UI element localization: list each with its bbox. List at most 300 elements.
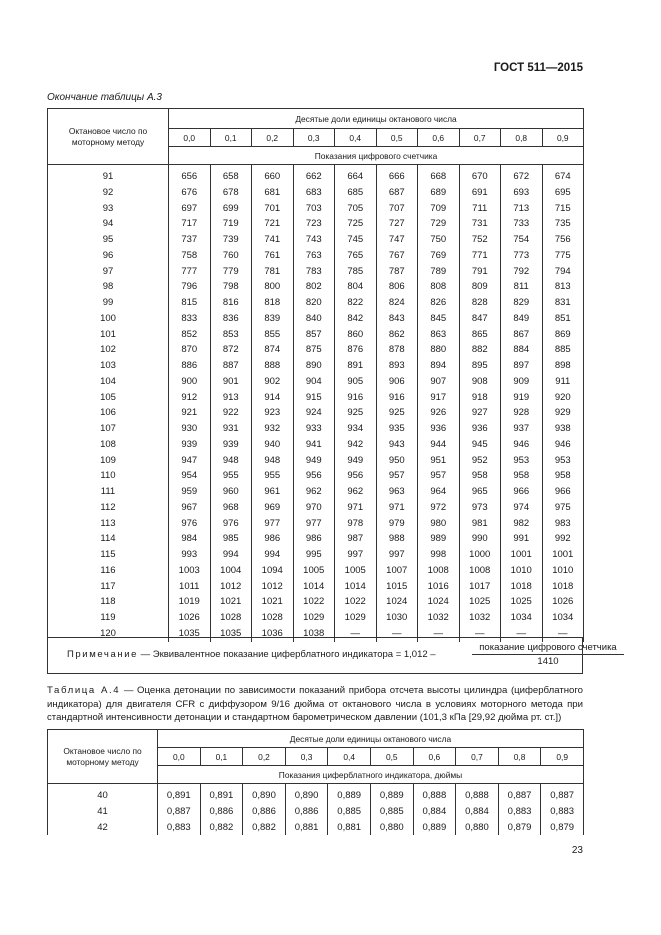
value-cell: 1017 (459, 579, 501, 595)
table-a4-caption (47, 684, 583, 725)
table-row (48, 279, 584, 295)
value-cell: 989 (418, 531, 460, 547)
value-cell: 937 (501, 421, 543, 437)
value-cell: 949 (293, 453, 335, 469)
value-cell: 0,889 (370, 784, 413, 804)
value-cell: 715 (542, 201, 584, 217)
value-cell: 961 (252, 484, 294, 500)
column-header: 0,9 (541, 748, 584, 766)
value-cell: 1028 (252, 610, 294, 626)
value-cell: 900 (169, 374, 211, 390)
value-cell: 745 (335, 232, 377, 248)
value-cell: 685 (335, 185, 377, 201)
column-header: 0,3 (285, 748, 328, 766)
value-cell: 792 (501, 264, 543, 280)
column-header: 0,2 (252, 129, 294, 147)
value-cell: 811 (501, 279, 543, 295)
value-cell: — (376, 626, 418, 642)
value-cell: 0,880 (370, 820, 413, 836)
octane-number-cell: 93 (48, 201, 169, 217)
octane-dial-table (47, 729, 584, 835)
value-cell: — (542, 626, 584, 642)
column-header: 0,1 (210, 129, 252, 147)
value-cell: 884 (501, 342, 543, 358)
value-cell: 656 (169, 165, 211, 185)
value-cell: 1005 (335, 563, 377, 579)
value-cell: 977 (252, 516, 294, 532)
value-cell: 804 (335, 279, 377, 295)
value-cell: 941 (293, 437, 335, 453)
value-cell: 0,890 (243, 784, 286, 804)
value-cell: 976 (210, 516, 252, 532)
value-cell: 963 (376, 484, 418, 500)
octane-number-cell: 112 (48, 500, 169, 516)
value-cell: 693 (501, 185, 543, 201)
value-cell: 761 (252, 248, 294, 264)
table-row (48, 547, 584, 563)
value-cell: 966 (501, 484, 543, 500)
value-cell: 0,890 (285, 784, 328, 804)
octane-number-cell: 111 (48, 484, 169, 500)
value-cell: 906 (376, 374, 418, 390)
column-header: 0,2 (243, 748, 286, 766)
value-cell: 816 (210, 295, 252, 311)
value-cell: 0,883 (498, 804, 541, 820)
value-cell: 1036 (252, 626, 294, 642)
value-cell: 905 (335, 374, 377, 390)
table-row (48, 484, 584, 500)
value-cell: 0,881 (285, 820, 328, 836)
column-header: 0,4 (335, 129, 377, 147)
value-cell: 882 (459, 342, 501, 358)
value-cell: 925 (376, 405, 418, 421)
value-cell: 833 (169, 311, 211, 327)
value-cell: 979 (376, 516, 418, 532)
value-cell: 668 (418, 165, 460, 185)
value-cell: 0,887 (498, 784, 541, 804)
value-cell: 948 (252, 453, 294, 469)
value-cell: 895 (459, 358, 501, 374)
value-cell: 779 (210, 264, 252, 280)
value-cell: 741 (252, 232, 294, 248)
value-cell: 0,887 (158, 804, 201, 820)
value-cell: 946 (501, 437, 543, 453)
table-row (48, 295, 584, 311)
octane-number-cell: 108 (48, 437, 169, 453)
octane-number-cell: 100 (48, 311, 169, 327)
value-cell: 962 (335, 484, 377, 500)
value-cell: 0,881 (328, 820, 371, 836)
value-cell: 920 (542, 390, 584, 406)
value-cell: 928 (501, 405, 543, 421)
value-cell: 954 (169, 468, 211, 484)
value-cell: 813 (542, 279, 584, 295)
value-cell: 977 (293, 516, 335, 532)
value-cell: 705 (335, 201, 377, 217)
value-cell: 767 (376, 248, 418, 264)
value-cell: 991 (501, 531, 543, 547)
value-cell: 664 (335, 165, 377, 185)
fraction-denominator: 1410 (537, 656, 559, 667)
value-cell: 815 (169, 295, 211, 311)
value-cell: 857 (293, 327, 335, 343)
value-cell: 972 (418, 500, 460, 516)
value-cell: 1018 (501, 579, 543, 595)
value-cell: 876 (335, 342, 377, 358)
table-row (48, 563, 584, 579)
value-cell: 1034 (501, 610, 543, 626)
value-cell: 867 (501, 327, 543, 343)
value-cell: 994 (210, 547, 252, 563)
value-cell: 922 (210, 405, 252, 421)
column-header: 0,0 (158, 748, 201, 766)
value-cell: 887 (210, 358, 252, 374)
value-cell: 948 (210, 453, 252, 469)
value-cell: 913 (210, 390, 252, 406)
value-cell: 929 (542, 405, 584, 421)
value-cell: 794 (542, 264, 584, 280)
group-header: Десятые доли единицы октанового числа (158, 730, 584, 748)
value-cell: 1032 (459, 610, 501, 626)
table-row (48, 468, 584, 484)
value-cell: 942 (335, 437, 377, 453)
value-cell: 1029 (335, 610, 377, 626)
octane-number-cell: 118 (48, 594, 169, 610)
value-cell: 800 (252, 279, 294, 295)
value-cell: 995 (293, 547, 335, 563)
value-cell: 674 (542, 165, 584, 185)
value-cell: 902 (252, 374, 294, 390)
value-cell: 878 (376, 342, 418, 358)
octane-number-cell: 114 (48, 531, 169, 547)
value-cell: 703 (293, 201, 335, 217)
octane-number-cell: 95 (48, 232, 169, 248)
value-cell: 1024 (418, 594, 460, 610)
value-cell: 958 (542, 468, 584, 484)
value-cell: 939 (210, 437, 252, 453)
value-cell: 959 (169, 484, 211, 500)
value-cell: 0,879 (498, 820, 541, 836)
value-cell: 691 (459, 185, 501, 201)
value-cell: 769 (418, 248, 460, 264)
table-row (48, 248, 584, 264)
octane-number-cell: 115 (48, 547, 169, 563)
table-row (48, 216, 584, 232)
table-a4-label: Таблица А.4 (47, 685, 121, 696)
octane-number-cell: 96 (48, 248, 169, 264)
value-cell: 670 (459, 165, 501, 185)
table-row (48, 421, 584, 437)
octane-number-cell: 40 (48, 784, 158, 804)
value-cell: 796 (169, 279, 211, 295)
value-cell: 737 (169, 232, 211, 248)
table-row (48, 342, 584, 358)
octane-number-cell: 116 (48, 563, 169, 579)
value-cell: 781 (252, 264, 294, 280)
table-row (48, 232, 584, 248)
value-cell: 701 (252, 201, 294, 217)
column-header: 0,0 (169, 129, 211, 147)
standard-number: ГОСТ 511—2015 (493, 62, 583, 74)
value-cell: 809 (459, 279, 501, 295)
value-cell: 953 (501, 453, 543, 469)
value-cell: 1025 (501, 594, 543, 610)
table-row (48, 594, 584, 610)
value-cell: 1035 (210, 626, 252, 642)
table-row (48, 264, 584, 280)
row-label-header: Октановое число по моторному методу (48, 109, 169, 165)
value-cell: 731 (459, 216, 501, 232)
value-cell: 981 (459, 516, 501, 532)
value-cell: 982 (501, 516, 543, 532)
value-cell: 1024 (376, 594, 418, 610)
value-cell: 713 (501, 201, 543, 217)
value-cell: 874 (252, 342, 294, 358)
value-cell: 993 (169, 547, 211, 563)
value-cell: 758 (169, 248, 211, 264)
table-note (47, 637, 617, 674)
value-cell: 1019 (169, 594, 211, 610)
value-cell: 915 (293, 390, 335, 406)
value-cell: 676 (169, 185, 211, 201)
value-cell: 1016 (418, 579, 460, 595)
value-cell: 727 (376, 216, 418, 232)
value-cell: 1012 (252, 579, 294, 595)
units-subheader: Показания циферблатного индикатора, дюймы (158, 766, 584, 784)
value-cell: 1028 (210, 610, 252, 626)
value-cell: 777 (169, 264, 211, 280)
group-header: Десятые доли единицы октанового числа (169, 109, 584, 129)
octane-number-cell: 106 (48, 405, 169, 421)
value-cell: 853 (210, 327, 252, 343)
value-cell: 860 (335, 327, 377, 343)
value-cell: 994 (252, 547, 294, 563)
value-cell: 1010 (542, 563, 584, 579)
value-cell: 986 (252, 531, 294, 547)
value-cell: 697 (169, 201, 211, 217)
value-cell: 828 (459, 295, 501, 311)
value-cell: 924 (293, 405, 335, 421)
value-cell: 932 (252, 421, 294, 437)
value-cell: 918 (459, 390, 501, 406)
row-label-header: Октановое число по моторному методу (48, 730, 158, 784)
value-cell: 919 (501, 390, 543, 406)
value-cell: 912 (169, 390, 211, 406)
value-cell: 958 (459, 468, 501, 484)
value-cell: 683 (293, 185, 335, 201)
value-cell: 725 (335, 216, 377, 232)
column-header: 0,7 (456, 748, 499, 766)
value-cell: 949 (335, 453, 377, 469)
value-cell: 953 (542, 453, 584, 469)
table-row (48, 437, 584, 453)
octane-number-cell: 109 (48, 453, 169, 469)
table-row (48, 201, 584, 217)
value-cell: 917 (418, 390, 460, 406)
value-cell: 660 (252, 165, 294, 185)
table-row (48, 185, 584, 201)
value-cell: 990 (459, 531, 501, 547)
value-cell: 791 (459, 264, 501, 280)
value-cell: 0,886 (243, 804, 286, 820)
value-cell: 0,880 (456, 820, 499, 836)
value-cell: 695 (542, 185, 584, 201)
value-cell: 863 (418, 327, 460, 343)
octane-number-cell: 101 (48, 327, 169, 343)
value-cell: 1021 (210, 594, 252, 610)
value-cell: 678 (210, 185, 252, 201)
value-cell: 840 (293, 311, 335, 327)
value-cell: 687 (376, 185, 418, 201)
value-cell: 1025 (459, 594, 501, 610)
value-cell: 0,889 (328, 784, 371, 804)
column-header: 0,5 (370, 748, 413, 766)
table-row (48, 390, 584, 406)
value-cell: 969 (252, 500, 294, 516)
column-header: 0,1 (200, 748, 243, 766)
table-row (48, 453, 584, 469)
value-cell: 721 (252, 216, 294, 232)
value-cell: 939 (169, 437, 211, 453)
value-cell: 672 (501, 165, 543, 185)
value-cell: 870 (169, 342, 211, 358)
value-cell: 951 (418, 453, 460, 469)
value-cell: 0,889 (413, 820, 456, 836)
value-cell: 0,886 (200, 804, 243, 820)
octane-number-cell: 104 (48, 374, 169, 390)
value-cell: 831 (542, 295, 584, 311)
value-cell: 1000 (459, 547, 501, 563)
value-cell: 1011 (169, 579, 211, 595)
value-cell: 934 (335, 421, 377, 437)
value-cell: 901 (210, 374, 252, 390)
value-cell: 966 (542, 484, 584, 500)
value-cell: 707 (376, 201, 418, 217)
value-cell: 719 (210, 216, 252, 232)
column-header: 0,8 (501, 129, 543, 147)
value-cell: 0,884 (413, 804, 456, 820)
value-cell: 699 (210, 201, 252, 217)
value-cell: 765 (335, 248, 377, 264)
octane-number-cell: 103 (48, 358, 169, 374)
value-cell: 729 (418, 216, 460, 232)
table-row (48, 311, 584, 327)
value-cell: 955 (252, 468, 294, 484)
value-cell: 946 (542, 437, 584, 453)
value-cell: 950 (376, 453, 418, 469)
value-cell: 862 (376, 327, 418, 343)
value-cell: — (459, 626, 501, 642)
value-cell: 723 (293, 216, 335, 232)
value-cell: 1018 (542, 579, 584, 595)
value-cell: 958 (501, 468, 543, 484)
value-cell: 1001 (501, 547, 543, 563)
column-header: 0,4 (328, 748, 371, 766)
value-cell: 936 (459, 421, 501, 437)
value-cell: 875 (293, 342, 335, 358)
value-cell: 907 (418, 374, 460, 390)
value-cell: 1026 (169, 610, 211, 626)
value-cell: 852 (169, 327, 211, 343)
value-cell: 898 (542, 358, 584, 374)
value-cell: 927 (459, 405, 501, 421)
value-cell: 0,882 (243, 820, 286, 836)
value-cell: 957 (376, 468, 418, 484)
octane-number-cell: 97 (48, 264, 169, 280)
value-cell: 0,888 (413, 784, 456, 804)
table-row (48, 516, 584, 532)
value-cell: 956 (293, 468, 335, 484)
octane-number-cell: 120 (48, 626, 169, 642)
value-cell: 735 (542, 216, 584, 232)
value-cell: 783 (293, 264, 335, 280)
value-cell: 1001 (542, 547, 584, 563)
value-cell: 968 (210, 500, 252, 516)
value-cell: 845 (418, 311, 460, 327)
value-cell: 775 (542, 248, 584, 264)
octane-number-cell: 107 (48, 421, 169, 437)
octane-number-cell: 119 (48, 610, 169, 626)
value-cell: 940 (252, 437, 294, 453)
value-cell: 891 (335, 358, 377, 374)
value-cell: 967 (169, 500, 211, 516)
value-cell: 662 (293, 165, 335, 185)
value-cell: 978 (335, 516, 377, 532)
column-header: 0,5 (376, 129, 418, 147)
octane-number-cell: 99 (48, 295, 169, 311)
note-fraction (472, 642, 624, 667)
value-cell: 1015 (376, 579, 418, 595)
note-label: Примечание (67, 649, 138, 660)
value-cell: 843 (376, 311, 418, 327)
value-cell: 1021 (252, 594, 294, 610)
value-cell: 849 (501, 311, 543, 327)
value-cell: 787 (376, 264, 418, 280)
value-cell: 933 (293, 421, 335, 437)
value-cell: 971 (376, 500, 418, 516)
value-cell: 689 (418, 185, 460, 201)
value-cell: 709 (418, 201, 460, 217)
octane-number-cell: 41 (48, 804, 158, 820)
value-cell: 0,885 (370, 804, 413, 820)
value-cell: 0,888 (456, 784, 499, 804)
value-cell: 747 (376, 232, 418, 248)
table-row (48, 165, 584, 185)
value-cell: 756 (542, 232, 584, 248)
value-cell: 1094 (252, 563, 294, 579)
value-cell: 935 (376, 421, 418, 437)
value-cell: 855 (252, 327, 294, 343)
value-cell: 973 (459, 500, 501, 516)
octane-number-cell: 94 (48, 216, 169, 232)
value-cell: 802 (293, 279, 335, 295)
value-cell: 0,886 (285, 804, 328, 820)
fraction-numerator: показание цифрового счетчика (472, 642, 624, 655)
value-cell: 965 (459, 484, 501, 500)
value-cell: 0,891 (200, 784, 243, 804)
value-cell: 987 (335, 531, 377, 547)
value-cell: 1004 (210, 563, 252, 579)
value-cell: 711 (459, 201, 501, 217)
value-cell: 962 (293, 484, 335, 500)
value-cell: 842 (335, 311, 377, 327)
value-cell: 930 (169, 421, 211, 437)
value-cell: 0,891 (158, 784, 201, 804)
value-cell: 997 (335, 547, 377, 563)
octane-number-cell: 117 (48, 579, 169, 595)
value-cell: 658 (210, 165, 252, 185)
value-cell: 826 (418, 295, 460, 311)
